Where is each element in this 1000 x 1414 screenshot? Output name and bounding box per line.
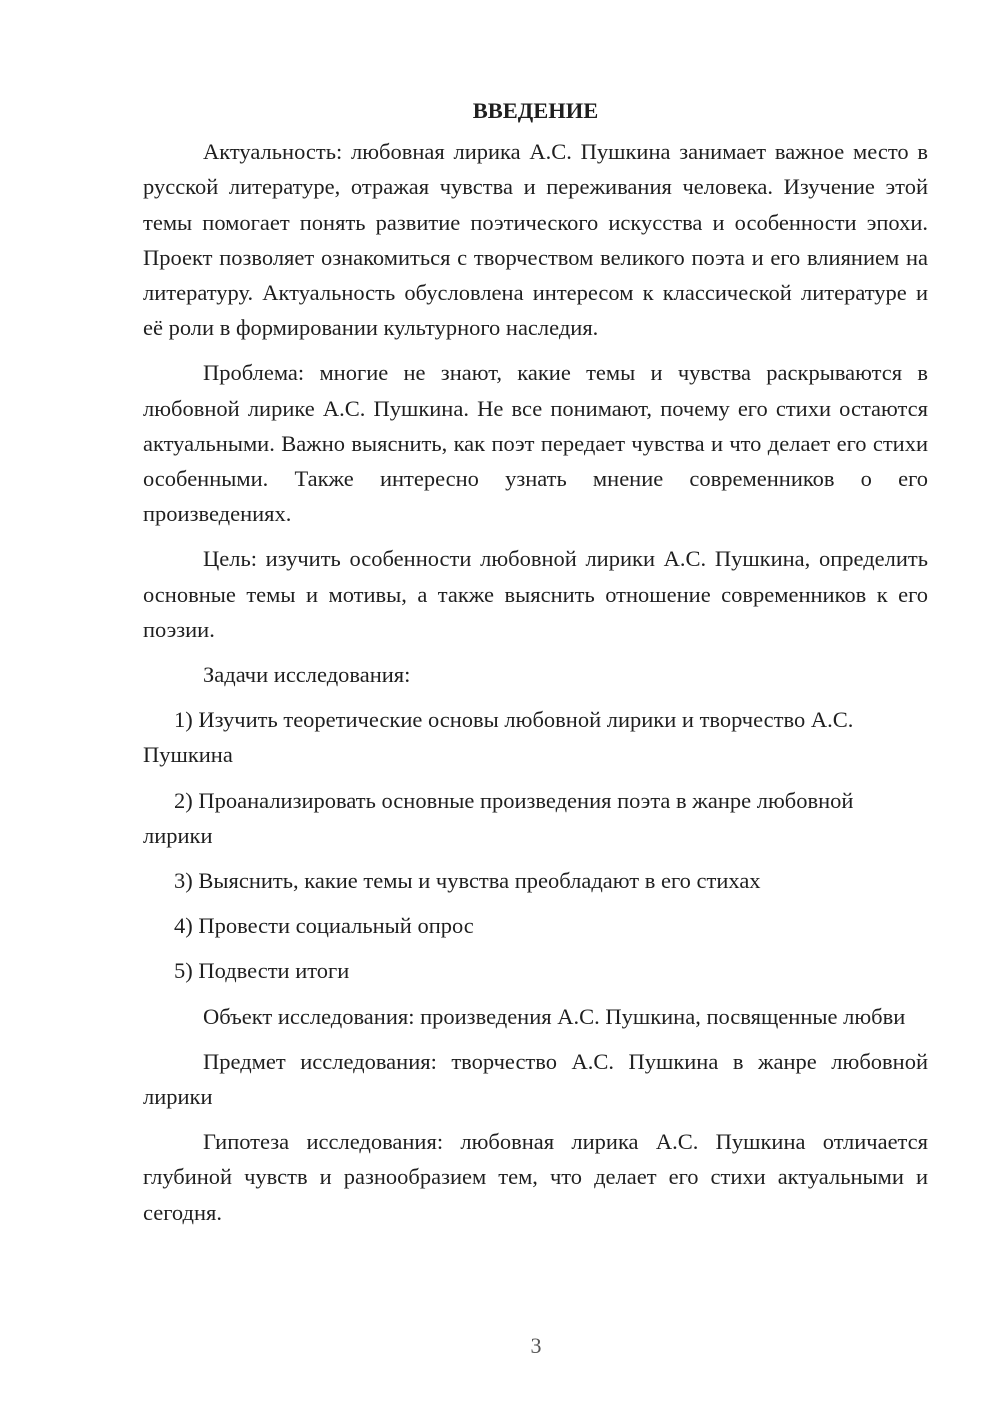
object-paragraph: Объект исследования: произведения А.С. Пушкина, посвященные любви [203,1003,906,1029]
relevance-paragraph: Актуальность: любовная лирика А.С. Пушкина занимает важное место в русской литературе, отражая чувства и переживания человека. Изучение этой темы помогает понять развитие поэтического искусства и особенности эпохи. Проект позволяет ознакомиться с творчеством великого поэта и его влиянием на литературу. Актуальность обусловлена интересом к классической литературе и её роли в формировании культурного наследия. [143,139,928,341]
page-number: 3 [530,1333,542,1358]
task-item: 4) Провести социальный опрос [174,913,474,939]
task-item: 5) Подвести итоги [174,958,350,984]
task-item: 3) Выяснить, какие темы и чувства преобладают в его стихах [174,868,761,894]
page-title: ВВЕДЕНИЕ [472,98,599,123]
tasks-heading: Задачи исследования: [203,662,411,688]
page-content [143,93,928,1240]
subject-paragraph: Предмет исследования: творчество А.С. Пушкина в жанре любовной лирики [143,1048,928,1110]
task-item: 2) Проанализировать основные произведения поэта в жанре любовной лирики [143,787,854,848]
task-item: 1) Изучить теоретические основы любовной лирики и творчество А.С. Пушкина [143,707,854,768]
problem-paragraph: Проблема: многие не знают, какие темы и чувства раскрываются в любовной лирике А.С. Пушкина. Не все понимают, почему его стихи остаются актуальными. Важно выяснить, как поэт передает чувства и что делает его стихи особенными. Также интересно узнать мнение современников о его произведениях. [143,360,928,527]
hypothesis-paragraph: Гипотеза исследования: любовная лирика А.С. Пушкина отличается глубиной чувств и разнообразием тем, что делает его стихи актуальными и сегодня. [143,1129,928,1225]
goal-paragraph: Цель: изучить особенности любовной лирики А.С. Пушкина, определить основные темы и мотивы, а также выяснить отношение современников к его поэзии. [143,546,928,642]
